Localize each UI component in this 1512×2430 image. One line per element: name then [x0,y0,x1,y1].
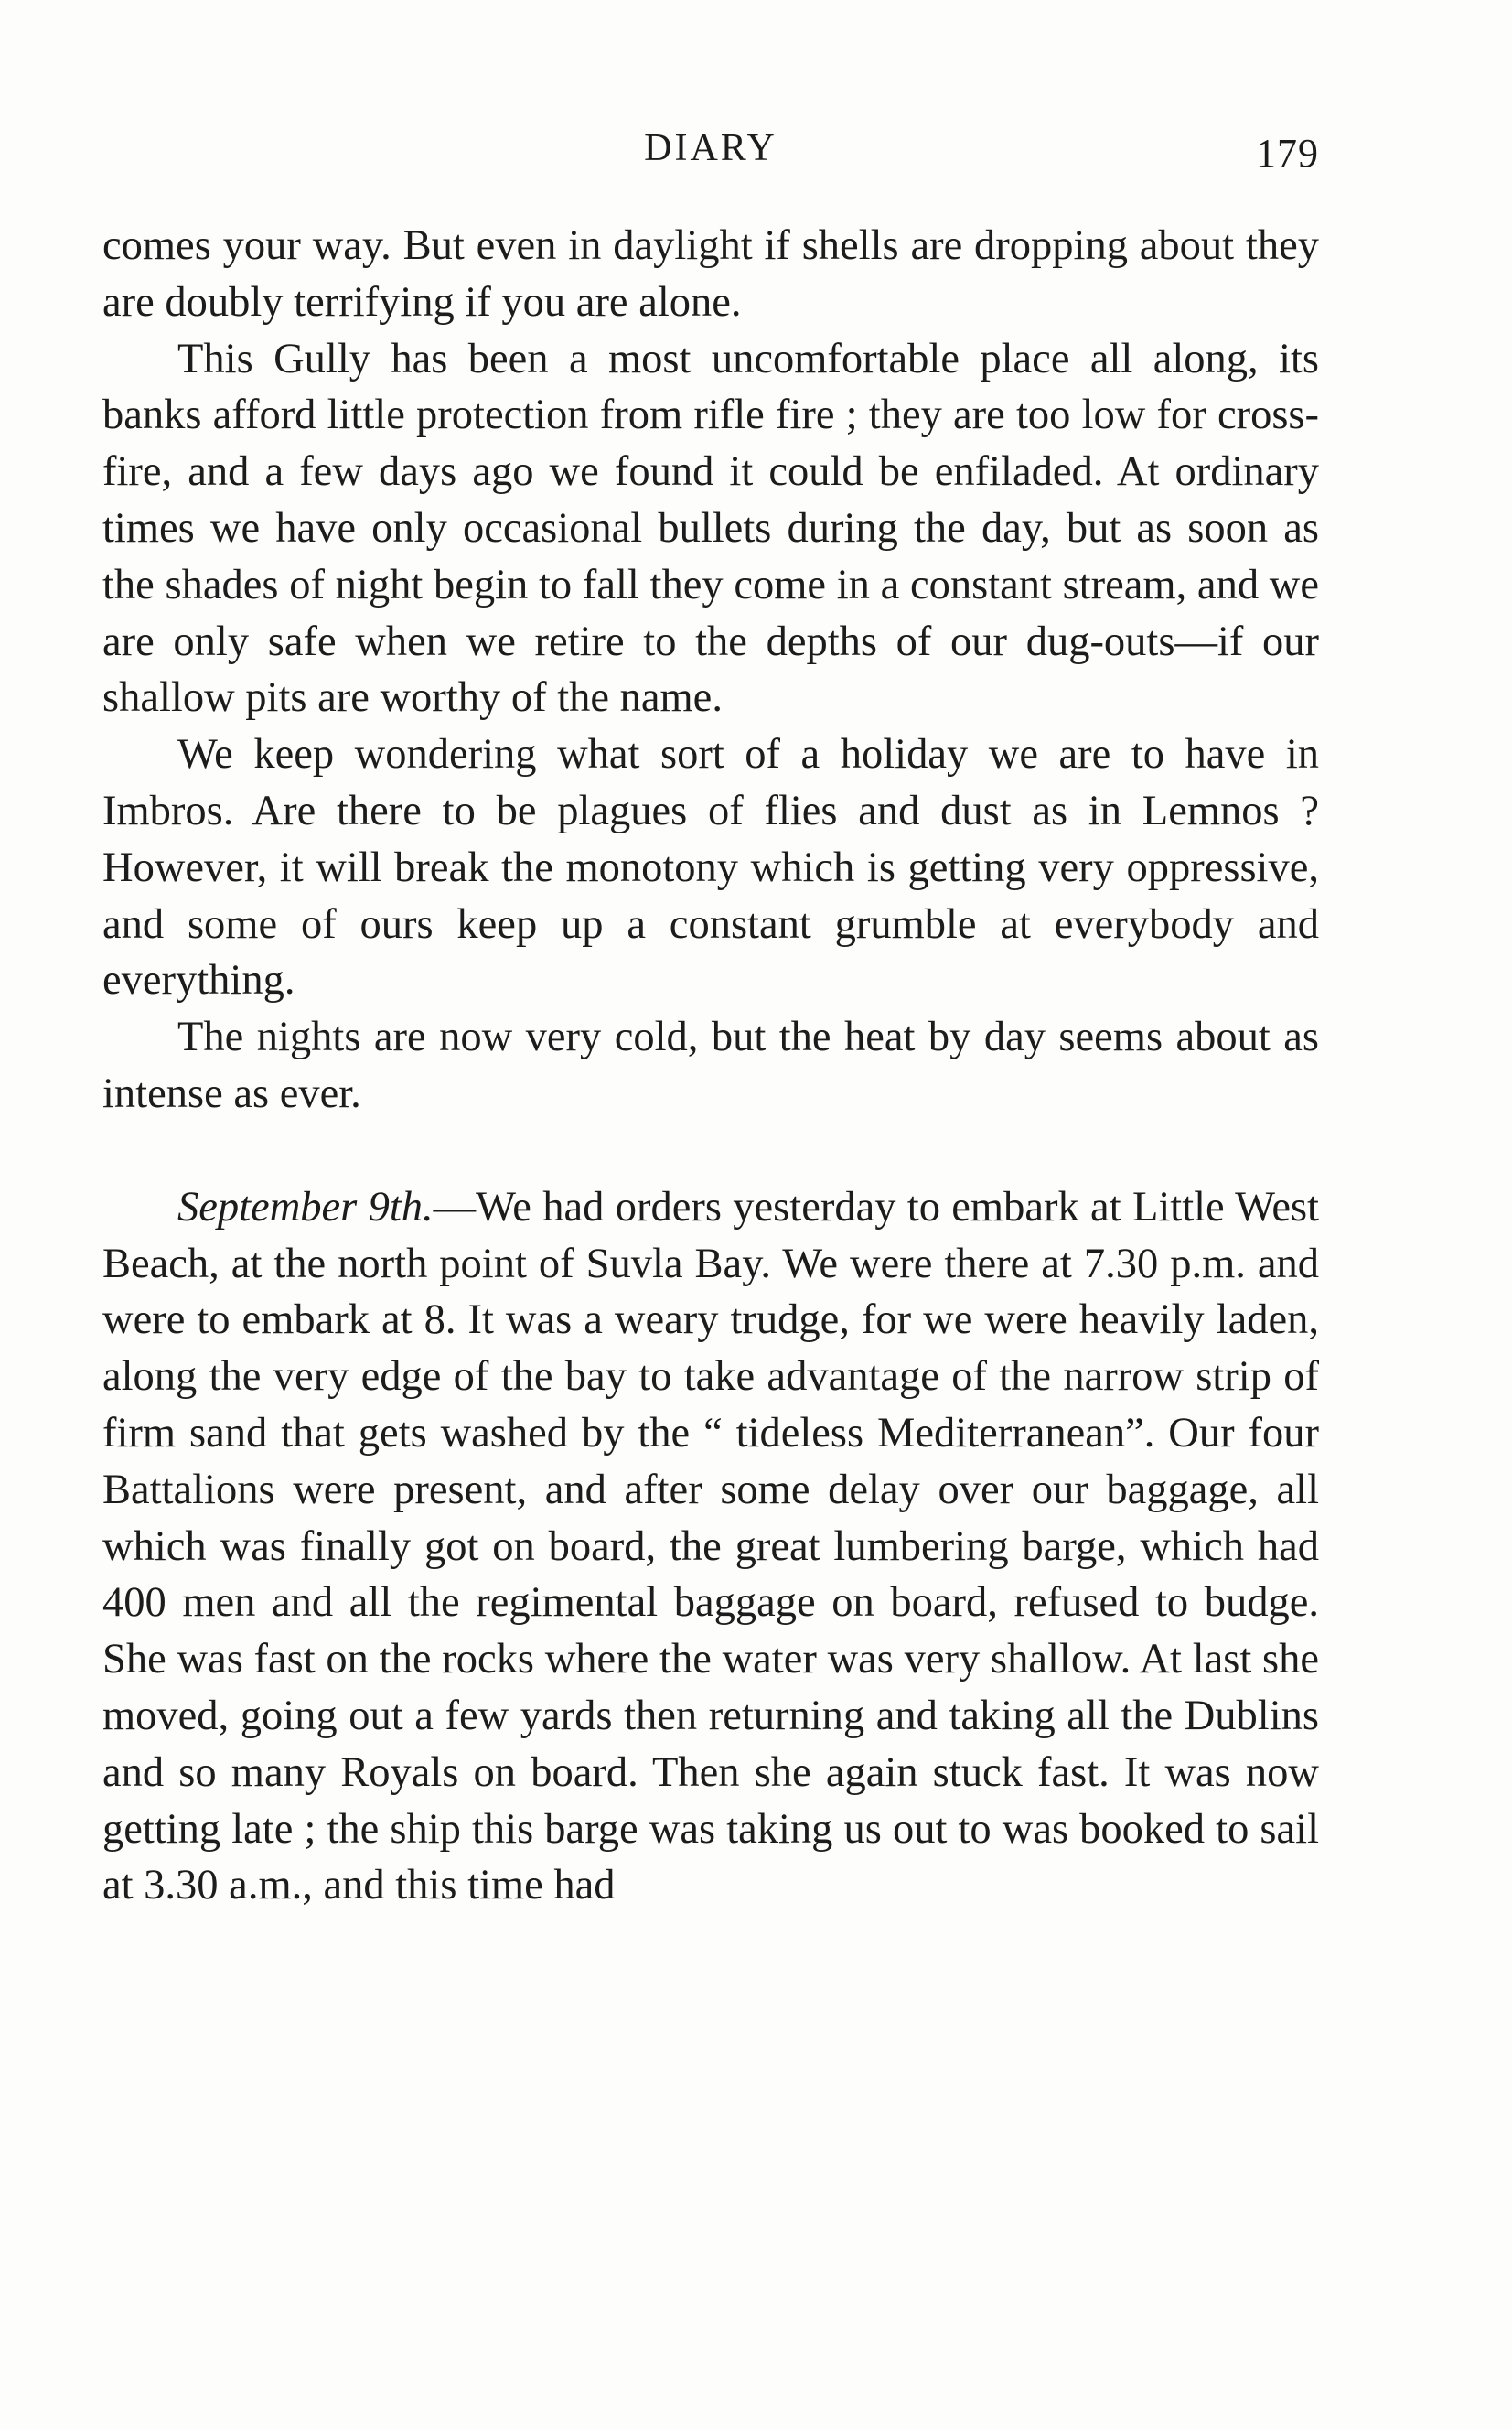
paragraph-imbros: We keep wondering what sort of a holiday we are to have in Imbros. Are there to be plagues of flies and dust as in Lemnos ? However, it will break the monotony which is getting very oppressive, and some of ours keep up a constant grumble at everybody and everything. [102,731,1319,1005]
running-head [102,126,1319,181]
body-text [102,218,1319,1914]
paragraph-gully: This Gully has been a most uncomfortable place all along, its banks afford little protection from rifle fire ; they are too low for cross-fire, and a few days ago we found it could be enfiladed. At ordinary times we have only occasional bullets during the day, but as soon as the shades of night begin to fall they come in a constant stream, and we are only safe when we retire to the depths of our dug-outs—if our shallow pits are worthy of the name. [102,335,1319,722]
paragraph-nights: The nights are now very cold, but the heat by day seems about as intense as ever. [102,1014,1319,1117]
paragraph-continuation: comes your way. But even in daylight if shells are dropping about they are doubly terrifying if you are alone. [102,222,1319,326]
diary-entry [102,1179,1319,1914]
entry-text: —We had orders yesterday to embark at Little West Beach, at the north point of Suvla Bay. We were there at 7.30 p.m. and were to embark at 8. It was a weary trudge, for we were heavily laden, along the very edge of the bay to take advantage of the narrow strip of firm sand that gets washed by the “ tideless Mediterranean”. Our four Battalions were present, and after some delay over our baggage, all which was finally got on board, the great lumbering barge, which had 400 men and all the regimental baggage on board, refused to budge. She was fast on the rocks where the water was very shallow. At last she moved, going out a few yards then returning and taking all the Dublins and so many Royals on board. Then she again stuck fast. It was now getting late ; the ship this barge was taking us out to was booked to sail at 3.30 a.m., and this time had [102,1183,1319,1909]
running-head-title: DIARY [644,127,777,169]
entry-date: September 9th. [177,1183,434,1231]
page-number: 179 [1256,131,1319,176]
